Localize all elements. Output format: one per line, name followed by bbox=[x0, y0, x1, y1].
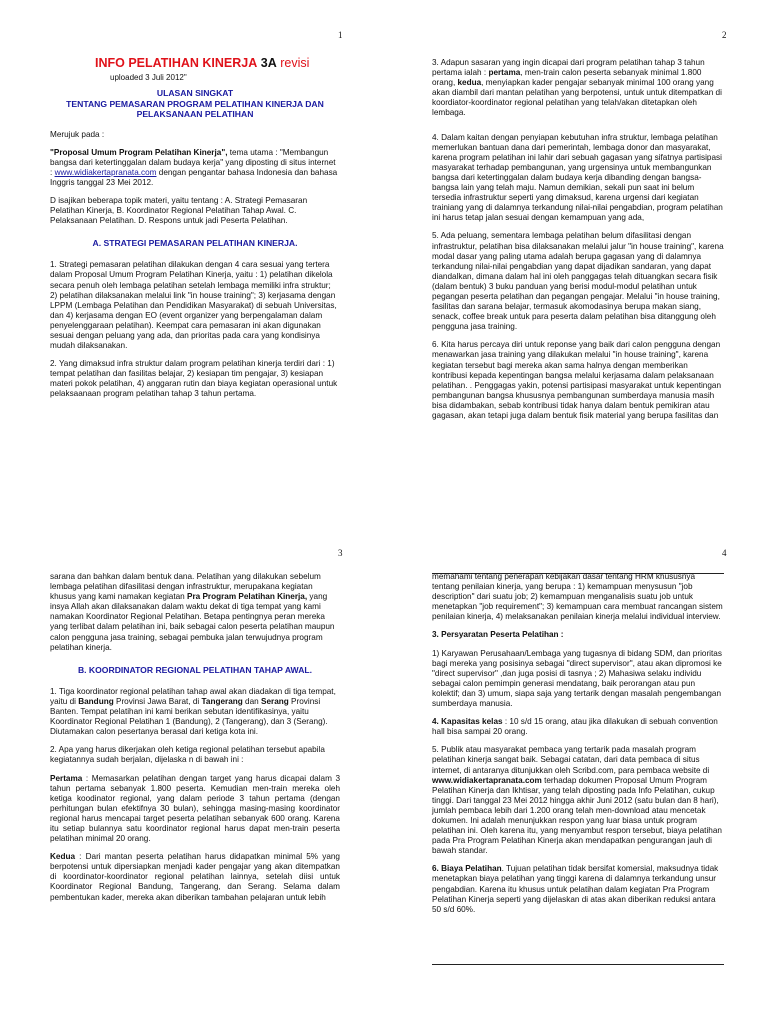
section-b-heading: B. KOORDINATOR REGIONAL PELATIHAN TAHAP AWAL. bbox=[77, 664, 313, 675]
page-4 bbox=[384, 512, 768, 1024]
bottom-rule bbox=[432, 964, 724, 965]
heading-line: PELAKSANAAN PELATIHAN bbox=[136, 109, 254, 119]
title-revision: revisi bbox=[280, 56, 310, 70]
reference-title: "Proposal Umum Program Pelatihan Kinerja", bbox=[50, 147, 228, 157]
page-number: 2 bbox=[722, 30, 727, 40]
bold-term: kedua bbox=[457, 78, 482, 88]
paragraph-5 bbox=[432, 745, 724, 856]
city-tangerang: Tangerang bbox=[201, 696, 243, 706]
paragraph-6: 6. Kita harus percaya diri untuk reponse yang baik dari calon pengguna dengan menawarkan jasa training yang dilakukan melalui "in house training", karena kegiatan tersebut bagi mereka akan sama halnya dengan memberikan kontribusi kepada kepentingan bangsa melalui kerjasama dalam pelaksanaan pelatihan. . Penggagas yakin, potensi partisipasi masyarakat untuk kepentingan pembangunan bangsa khususnya pembangunan sumberdaya manusia masih bisa didambakan, sebab kontribusi tidak hanya dalam bentuk pemikiran atau gagasan, akan tetapi juga dalam bentuk fisik material yang berupa fasilitas dan bbox=[432, 340, 722, 420]
text: dan bbox=[242, 696, 261, 706]
paragraph-3 bbox=[432, 58, 724, 119]
text: terhadap dokumen Proposal Umum Program Pelatihan Kinerja dan Ikhtisar, yang telah diposting pada Info Pelatihan, cukup tinggi. Dari tanggal 23 Mei 2012 hingga akhir Juni 2012 (satu bulan dan 8 hari), jumlah pembaca lebih dari 1.200 orang telah men-download atau mencetak dokumen. Ini adalah menunjukkan respon yang luar biasa untuk program pelatihan ini. Oleh karena itu, yang menyambut respon tersebut, biaya pelatihan pada Pra Program Pelatihan Kinerja akan mendapatkan pengurangan jauh di bawah standar. bbox=[432, 775, 722, 856]
text: 3. Adapun sasaran yang ingin dicapai dari program pelatihan tahap 3 tahun pertama ialah : bbox=[432, 58, 705, 78]
paragraph-3 bbox=[432, 630, 724, 640]
reference-text: dengan pengantar bahasa Indonesia dan bahasa Inggris tanggal 23 Mei 2012. bbox=[50, 167, 338, 187]
text: , menyiapkan kader pengajar sebanyak minimal 100 orang yang akan diambil dari mantan pelatihan yang berpotensi, untuk untuk ditempatkan di koordiator-koordinator regional pelatihan yang telah/akan ditetapkan oleh lembaga. bbox=[432, 78, 722, 118]
website-url: www.widiakertapranata.com bbox=[432, 775, 542, 785]
paragraph-6 bbox=[432, 864, 724, 914]
bold-term: Pra Program Pelatihan Kinerja, bbox=[187, 592, 308, 602]
section-a-heading: A. STRATEGI PEMASARAN PELATIHAN KINERJA. bbox=[92, 238, 298, 249]
text: sarana dan bahkan dalam bentuk dana. Pelatihan yang dilakukan sebelum lembaga pelatihan difasilitasi dengan infrastruktur, merupakana kegiatan khusus yang kami namakan kegiatan bbox=[50, 572, 321, 602]
page-1-body bbox=[50, 88, 340, 408]
title-number: 3A bbox=[260, 56, 277, 70]
paragraph-4 bbox=[432, 717, 724, 737]
paragraph-1: 1. Strategi pemasaran pelatihan dilakukan dengan 4 cara sesuai yang tertera dalam Proposal Umum Program Pelatihan Kinerja, yaitu : 1) pelatihan dikelola secara penuh oleh lembaga pelatihan setelah lembaga memiliki infra struktur; 2) pelatihan dilaksanakan melalui link "in house training"; 3) kerjasama dengan LPPM (Lembaga Pelatihan dan Pendidikan Masyarakat) di sebuah Universitas, dan 4) kerjasama dengan EO (event organizer yang berpengalaman dalam penyelenggaraan pelatihan). Keempat cara pemasaran ini akan digunakan sesuai dengan peluang yang ada, dan prioritas pada cara yang kondisinya mudah dilaksanakan. bbox=[50, 260, 337, 351]
reference-text: tema utama : "Membangun bangsa dari ketertinggalan dalam budaya kerja" yang diposting di situs internet : bbox=[50, 147, 336, 177]
topics-paragraph: D isajikan beberapa topik materi, yaitu tentang : A. Strategi Pemasaran Pelatihan Kinerja, B. Koordinator Regional Pelatihan Tahap Awal. C. Pelaksanaan Pelatihan. D. Respons untuk jadi Peserta Pelatihan. bbox=[50, 195, 308, 226]
requirements-paragraph: 1) Karyawan Perusahaan/Lembaga yang tugasnya di bidang SDM, dan prioritas bagi mereka yang posisinya sebagai "direct supervisor", atau akan dipromosi ke "direct supervisor" ,dan juga posisi di tasnya ; 2) Mahasiwa selaku individu sebagai calon pemimpin generasi mendatang, baik perorangan atau pun kolektif; dan 3) umum, siapa saja yang tertarik dengan masalah pengembangan sumberdaya manusia. bbox=[432, 648, 722, 709]
text: 5. Publik atau masyarakat pembaca yang tertarik pada masalah program pelatihan kinerja sangat baik. Sebagai catatan, dari data pembaca di situs internet, di antaranya ditunjukkan oleh Scribd.com, para pembaca website di bbox=[432, 745, 710, 775]
city-bandung: Bandung bbox=[78, 696, 114, 706]
upload-date: uploaded 3 Juli 2012" bbox=[110, 73, 187, 82]
pertama-paragraph bbox=[50, 774, 340, 845]
continuation-paragraph: memahami tentang penerapan kebijakan dasar tentang HRM khususnya tentang penilaian kinerja, yang berupa : 1) kemampuan menysusun "job description" dari suatu job; 2) kemampuan menganalisis suatu job untuk menetapkan "job requirement"; 3) kemampuan cara membuat rancangan sistem penilaian kinerja, 4) melaksanakan penilaian kinerja melalui individual interview. bbox=[432, 572, 723, 622]
website-link[interactable]: www.widiakertapranata.com bbox=[54, 167, 157, 177]
heading-line: ULASAN SINGKAT bbox=[156, 88, 234, 98]
bold-term: Pertama bbox=[50, 773, 83, 783]
text: : Memasarkan pelatihan dengan target yang harus dicapai dalam 3 tahun pertama sebanyak 1.800 peserta. Kemudian men-train mereka oleh ketiga koodinator regional, yang dalam periode 3 tahun pertama (dengan perhitungan bulan efektifnya 30 bulan), sehingga masing-masing koordinator regional harus mencapai target peserta pelatihan sebanyak 600 orang. Karena itu setiap bulannya satu koordinator regional harus dapat men-train peserta pelatihan minimal 20 orang. bbox=[50, 773, 340, 844]
city-serang: Serang bbox=[261, 696, 289, 706]
paragraph-5: 5. Ada peluang, sementara lembaga pelatihan belum difasilitasi dengan infrastruktur, pelatihan bisa dilaksanakan melalui jalur "in house training", karena modal dasar yang paling utama adalah berupa gagasan yang di dalamnya terkandung nilai-nilai pengabdian yang dapat dijadikan sandaran, yang dapat diandalkan, dimana dalam hal ini oleh panggagas telah dituangkan secara fisik (dalam bentuk) 3 buku panduan yang berisi modul-modul pelatihan untuk pegangan peserta pelatihan dan pegangan pengajar. Melalui "in house training, fasilitas dan sarana belajar, termasuk akomodasinya berupa makan siang, senack, coffee break untuk para peserta dalam pelatihan bisa ditanggung oleh pengguna jasa training. bbox=[432, 231, 724, 332]
page-4-body bbox=[432, 572, 724, 923]
reference-intro: Merujuk pada : bbox=[50, 129, 105, 139]
continuation-paragraph bbox=[50, 572, 340, 653]
text: . Tujuan pelatihan tidak bersifat komersial, maksudnya tidak menetapkan biaya pelatihan yang tinggi karena di dalamnya terkandung unsur pengabdian. Karena itu khusus untuk pelatihan dalam kegiatan Pra Program Pelatihan Kinerja seperti yang dijelaskan di atas akan diberikan reduksi antara 50 s/d 60%. bbox=[432, 864, 719, 914]
reference-paragraph bbox=[50, 148, 340, 188]
page-number: 4 bbox=[722, 548, 727, 558]
bold-term: Kedua bbox=[50, 852, 76, 862]
bold-term: 6. Biaya Pelatihan bbox=[432, 864, 502, 874]
page-2 bbox=[384, 0, 768, 512]
page-2-body bbox=[432, 58, 724, 429]
text: Provinsi Banten. Tempat pelatihan ini kami berikan sebutan identifikasinya, yaitu Koordinator Regional Pelatihan 1 (Bandung), 2 (Tangerang), dan 3 (Serang). Diutamakan calon pesertanya berasal dari ketiga kota ini. bbox=[50, 696, 328, 737]
text: , men-train calon peserta sebanyak minimal 1.800 orang, bbox=[432, 68, 702, 88]
page-1 bbox=[0, 0, 384, 512]
paragraph-1 bbox=[50, 687, 340, 737]
document-title bbox=[95, 56, 309, 70]
bold-term: pertama bbox=[488, 68, 521, 78]
page-number: 3 bbox=[338, 548, 343, 558]
page-3 bbox=[0, 512, 384, 1024]
bold-term: 4. Kapasitas kelas bbox=[432, 717, 503, 727]
text: Provinsi Jawa Barat, di bbox=[113, 696, 202, 706]
text: 1. Tiga koordinator regional pelatihan tahap awal akan diadakan di tiga tempat, yaitu di bbox=[50, 686, 336, 706]
summary-heading bbox=[50, 88, 340, 120]
paragraph-2: 2. Yang dimaksud infra struktur dalam program pelatihan kinerja terdiri dari : 1) tempat pelatihan dan fasilitas belajar, 2) kesiapan tim pengajar, 3) kesiapan materi pokok pelatihan, 4) anggaran rutin dan biaya kegiatan operasional untuk pelaksaanaan program pelatihan tahap 3 tahun pertama. bbox=[50, 359, 338, 399]
text: yang insya Allah akan dilaksanakan dalam waktu dekat di tiga tempat yang kami namakan Koordinator Regional Pelatihan. Betapa pentingnya peran mereka yang terlibat dalam pelatihan ini, baik sebagai calon peserta pelatihan maupun calon pengguna jasa training, sebagai pembuka jalan terwujudnya program pelatihan kinerja. bbox=[50, 592, 335, 652]
paragraph-4: 4. Dalam kaitan dengan penyiapan kebutuhan infra struktur, lembaga pelatihan memerlukan bantuan dana dari pemerintah, lembaga donor dan masyarakat, karena program pelatihan ini lahir dari sebuah gagasan yang sifatnya partisipasi masyarakat terhadap pembangunan, yang urgensinya untuk membangunkan bangsa dari ketertinggalan dalam budaya kerja dibanding dengan bangsa-bangsa lain yang telah maju. Namun demikian, sekali pun saat ini belum tersedia infrastruktur seperti yang dimaksud, karena urgensi dari kegiatan trainiang yang di dalamnya terkandung nilai-nilai pengabdian, program pelatihan ini harus tetap jalan sesuai dengan kemampuan yang ada, bbox=[432, 132, 723, 223]
page-number: 1 bbox=[338, 30, 343, 40]
title-main: INFO PELATIHAN KINERJA bbox=[95, 56, 258, 70]
page-3-body bbox=[50, 572, 340, 911]
heading-line: TENTANG PEMASARAN PROGRAM PELATIHAN KINERJA DAN bbox=[66, 98, 324, 109]
text: : Dari mantan peserta pelatihan harus didapatkan minimal 5% yang berpotensi untuk dipersiapkan menjadi kader pengajar yang akan ditempatkan di koordinator-koordinator regional pelatihan lainnya, setelah diisi untuk Koordinator Regional Bandung, Tangerang, dan Serang. Selama dalam pembentukan kader, mereka akan diberikan tambahan pelajaran untuk lebih bbox=[50, 852, 340, 902]
text: : 10 s/d 15 orang, atau jika dilakukan di sebuah convention hall bisa sampai 20 orang. bbox=[432, 717, 718, 737]
kedua-paragraph bbox=[50, 852, 340, 902]
bold-term: 3. Persyaratan Peserta Pelatihan : bbox=[432, 630, 564, 640]
paragraph-2: 2. Apa yang harus dikerjakan oleh ketiga regional pelatihan tersebut apabila kegiatannya sudah berjalan, dijelaska n di bawah ini : bbox=[50, 745, 325, 765]
